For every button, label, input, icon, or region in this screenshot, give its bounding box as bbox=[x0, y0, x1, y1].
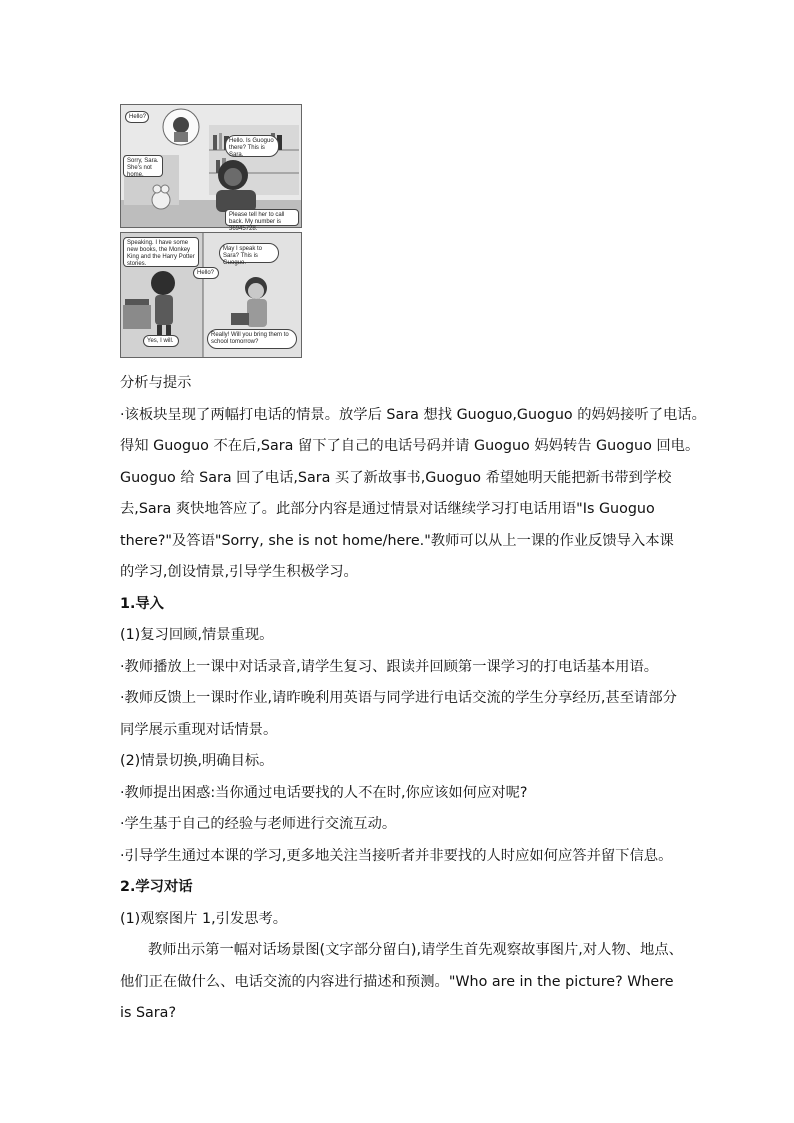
bullet-guide-students: ·引导学生通过本课的学习,更多地关注当接听者并非要找的人时应如何应答并留下信息。 bbox=[120, 847, 673, 864]
paragraph-2-line-2: 他们正在做什么、电话交流的内容进行描述和预测。"Who are in the picture? Where bbox=[120, 973, 674, 990]
speech-bubble-is-guoguo-there: Hello. Is Guoguo there? This is Sara. bbox=[225, 135, 279, 157]
paragraph-1-line-4: 去,Sara 爽快地答应了。此部分内容是通过情景对话继续学习打电话用语"Is Guoguo bbox=[120, 501, 655, 517]
speech-bubble-hello-guoguo: Hello? bbox=[193, 267, 219, 279]
paragraph-2-line-3: is Sara? bbox=[120, 1005, 177, 1021]
paragraph-1-line-2: 得知 Guoguo 不在后,Sara 留下了自己的电话号码并请 Guoguo 妈妈转告 Guoguo 回电。 bbox=[120, 438, 700, 454]
comic-illustration bbox=[120, 104, 300, 356]
speech-bubble-hello-mom: Hello? bbox=[125, 111, 149, 123]
speech-bubble-speaking-new-books: Speaking. I have some new books, the Monkey King and the Harry Potter stories. bbox=[123, 237, 199, 267]
analysis-title: 分析与提示 bbox=[120, 375, 192, 391]
bullet-teacher-question: ·教师提出困惑:当你通过电话要找的人不在时,你应该如何应对呢? bbox=[120, 784, 528, 801]
speech-bubble-call-back: Please tell her to call back. My number is 36945728. bbox=[225, 209, 299, 226]
subsection-scene-switch: (2)情景切换,明确目标。 bbox=[120, 753, 274, 769]
bullet-student-interaction: ·学生基于自己的经验与老师进行交流互动。 bbox=[120, 816, 397, 832]
bullet-homework-feedback-line-1: ·教师反馈上一课时作业,请昨晚利用英语与同学进行电话交流的学生分享经历,甚至请部分 bbox=[120, 690, 677, 706]
bullet-play-recording: ·教师播放上一课中对话录音,请学生复习、跟读并回顾第一课学习的打电话基本用语。 bbox=[120, 658, 659, 675]
speech-bubble-really: Really! Will you bring them to school tomorrow? bbox=[207, 329, 297, 349]
subsection-observe-picture: (1)观察图片 1,引发思考。 bbox=[120, 910, 288, 927]
paragraph-1-line-3: Guoguo 给 Sara 回了电话,Sara 买了新故事书,Guoguo 希望她明天能把新书带到学校 bbox=[120, 469, 672, 486]
section-heading-dialogue: 2.学习对话 bbox=[120, 879, 193, 895]
speech-bubble-sorry-sara: Sorry, Sara. She's not home. bbox=[123, 155, 163, 177]
speech-bubble-yes-i-will: Yes, I will. bbox=[143, 335, 179, 347]
comic-panel-top bbox=[120, 104, 302, 232]
document-body bbox=[120, 368, 706, 1030]
paragraph-2-line-1: 教师出示第一幅对话场景图(文字部分留白),请学生首先观察故事图片,对人物、地点、 bbox=[148, 942, 683, 958]
comic-panel-bottom bbox=[120, 232, 302, 358]
paragraph-1-line-1: ·该板块呈现了两幅打电话的情景。放学后 Sara 想找 Guoguo,Guoguo 的妈妈接听了电话。 bbox=[120, 406, 706, 423]
paragraph-1-line-6: 的学习,创设情景,引导学生积极学习。 bbox=[120, 564, 358, 580]
section-heading-intro: 1.导入 bbox=[120, 595, 164, 612]
bullet-homework-feedback-line-2: 同学展示重现对话情景。 bbox=[120, 721, 278, 738]
subsection-review: (1)复习回顾,情景重现。 bbox=[120, 627, 274, 643]
paragraph-1-line-5: there?"及答语"Sorry, she is not home/here."教师可以从上一课的作业反馈导入本课 bbox=[120, 532, 674, 549]
speech-bubble-may-i-speak: May I speak to Sara? This is Guoguo. bbox=[219, 243, 279, 263]
